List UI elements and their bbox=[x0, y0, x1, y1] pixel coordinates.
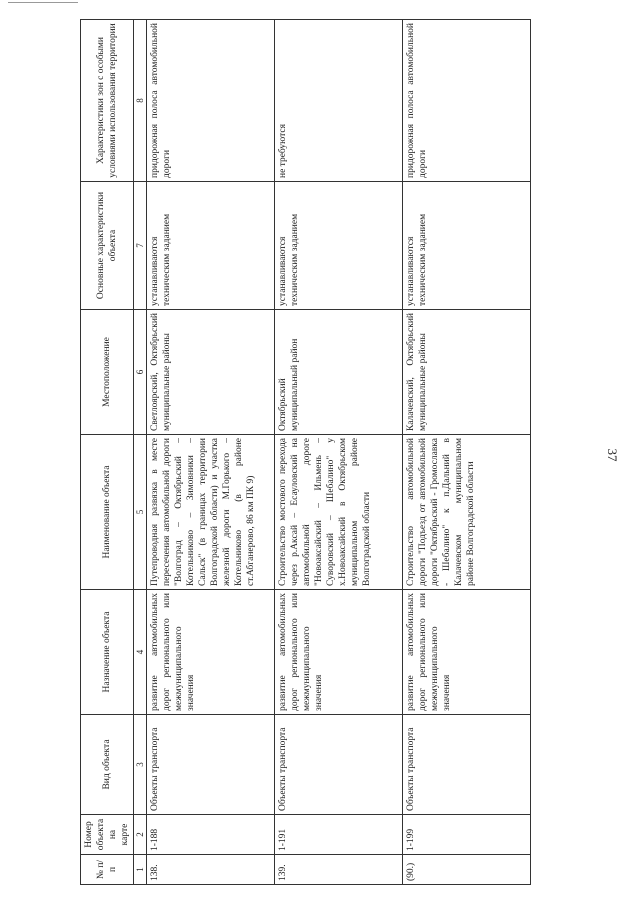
column-numbers-row bbox=[134, 20, 147, 885]
column-number: 7 bbox=[134, 182, 147, 310]
row-zones: не требуются bbox=[275, 20, 403, 182]
row-characteristics: устанавливаются техническим заданием bbox=[403, 182, 531, 310]
column-number: 1 bbox=[134, 855, 147, 885]
column-number: 6 bbox=[134, 310, 147, 435]
rotated-page-content bbox=[80, 20, 600, 885]
row-object-type: Объекты транспорта bbox=[275, 715, 403, 815]
table-row bbox=[147, 20, 275, 885]
table-row bbox=[403, 20, 531, 885]
objects-table bbox=[80, 19, 531, 885]
header-cell-purpose: Назначение объекта bbox=[81, 590, 134, 715]
row-number: 139. bbox=[275, 855, 403, 885]
row-location: Светлоярский, Октябрьский муниципальные районы bbox=[147, 310, 275, 435]
row-name: Путепроводная развязка в месте пересечения автомобильной дороги "Волгоград – Октябрьский – Котельниково – Зимовники – Сальск" (в границах территории Волгоградской области) и участка железной дороги М.Горького – Котельниково (в районе ст.Абганерово, 86 км ПК 9) bbox=[147, 435, 275, 590]
header-cell-zones: Характеристики зон с особыми условиями использования территории bbox=[81, 20, 134, 182]
row-map-number: 1-188 bbox=[147, 815, 275, 855]
top-rule-line bbox=[8, 2, 78, 3]
row-object-type: Объекты транспорта bbox=[147, 715, 275, 815]
header-cell-name: Наименование объекта bbox=[81, 435, 134, 590]
column-number: 4 bbox=[134, 590, 147, 715]
page-number: 37 bbox=[605, 448, 620, 462]
row-purpose: развитие автомобильных дорог регионального или межмуниципального значения bbox=[275, 590, 403, 715]
row-number: 138. bbox=[147, 855, 275, 885]
row-characteristics: устанавливаются техническим заданием bbox=[147, 182, 275, 310]
column-number: 8 bbox=[134, 20, 147, 182]
column-number: 3 bbox=[134, 715, 147, 815]
table-header-row bbox=[81, 20, 134, 885]
table-row bbox=[275, 20, 403, 885]
row-purpose: развитие автомобильных дорог регионального или межмуниципального значения bbox=[403, 590, 531, 715]
row-name: Строительство мостового перехода через р.Аксай – Есауловский на автомобильной дороге "Новоаксайский – Ильмень – Суворовский – Шебалино" у х.Новоаксайский в Октябрьском муниципальном районе Волгоградской области bbox=[275, 435, 403, 590]
header-cell-object-type: Вид объекта bbox=[81, 715, 134, 815]
row-zones: придорожная полоса автомобильной дороги bbox=[403, 20, 531, 182]
row-number: (90.) bbox=[403, 855, 531, 885]
row-name: Строительство автомобильной дороги "Подъезд от автомобильной дороги "Октябрьский - Громославка - Шебалино" к п.Дальний в Калачевском муниципальном районе Волгоградской области bbox=[403, 435, 531, 590]
column-number: 2 bbox=[134, 815, 147, 855]
header-cell-map-number: Номер объекта на карте bbox=[81, 815, 134, 855]
column-number: 5 bbox=[134, 435, 147, 590]
row-zones: придорожная полоса автомобильной дороги bbox=[147, 20, 275, 182]
row-map-number: 1-191 bbox=[275, 815, 403, 855]
row-map-number: 1-199 bbox=[403, 815, 531, 855]
row-characteristics: устанавливаются техническим заданием bbox=[275, 182, 403, 310]
row-purpose: развитие автомобильных дорог регионального или межмуниципального значения bbox=[147, 590, 275, 715]
header-cell-number: № п/п bbox=[81, 855, 134, 885]
row-location: Калачевский, Октябрьский муниципальные районы bbox=[403, 310, 531, 435]
header-cell-location: Местоположение bbox=[81, 310, 134, 435]
row-location: Октябрьский муниципальный район bbox=[275, 310, 403, 435]
header-cell-characteristics: Основные характеристики объекта bbox=[81, 182, 134, 310]
row-object-type: Объекты транспорта bbox=[403, 715, 531, 815]
